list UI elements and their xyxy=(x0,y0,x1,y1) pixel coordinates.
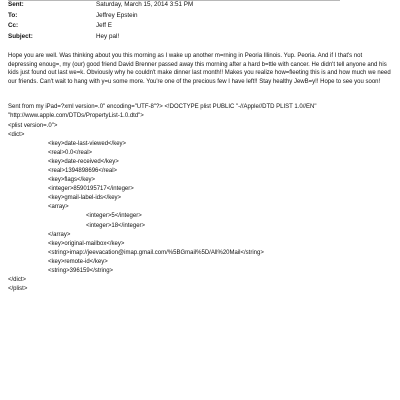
sent-from-line: Sent from my iPad=?xml version=.0" encoding="UTF-8"?> <!DOCTYPE plist PUBLIC "-//Apple//DTD PLIST 1.0//EN" "http://www.apple.com/DTDs/PropertyList-1.0.dtd"> xyxy=(8,104,317,119)
plist-line: <string>396159</string> xyxy=(48,267,114,274)
plist-line: <key>gmail-label-ids</key> xyxy=(48,195,122,202)
plist-line: <plist version=.0"> xyxy=(8,123,58,129)
header-value: Hey pal! xyxy=(96,32,120,40)
plist-line: <array> xyxy=(48,204,69,211)
plist-line: <real>0.0</real> xyxy=(48,150,93,157)
plist-line: <dict> xyxy=(8,132,25,139)
plist-line: <key>remote-id</key> xyxy=(48,258,108,265)
plist-line: <key>original-mailbox</key> xyxy=(48,240,125,247)
plist-line: </array> xyxy=(48,231,71,238)
header-label: Subject: xyxy=(8,32,33,40)
header-row-subject xyxy=(8,32,338,43)
header-row-to xyxy=(8,11,338,22)
plist-line: <real>1394898696</real> xyxy=(48,168,118,175)
header-label: To: xyxy=(8,11,18,19)
plist-line: </dict> xyxy=(8,276,27,283)
plist-line: <key>flags</key> xyxy=(48,177,96,184)
plist-line: <string>imap://jeevacation@imap.gmail.com/%5BGmail%5D/All%20Mail</string> xyxy=(48,249,264,256)
plist-line: <integer>18</integer> xyxy=(86,222,146,229)
header-row-cc xyxy=(8,21,338,32)
header-label: Sent: xyxy=(8,1,24,8)
header-value: Jeffrey Epstein xyxy=(96,11,138,19)
plist-line: <integer>5</integer> xyxy=(86,213,142,220)
email-headers xyxy=(8,0,338,42)
header-value: Saturday, March 15, 2014 3:51 PM xyxy=(96,1,194,8)
plist-block xyxy=(8,122,393,294)
header-value: Jeff E xyxy=(96,22,112,29)
header-row-sent xyxy=(8,0,338,11)
email-body: Hope you are well. Was thinking about you this morning as I wake up another m=rning in Peoria Illinois. Yup. Peoria. And if I that's not depressing enoug=, my (our) good friend David Brenner passed away this morning after a hard b=ttle with cancer. He didn't tell anyone and his kids just found out last we=k. Obviously why he couldn't make dinner last month!! Makes you realize how=fleeting this is and how much we need our friends. Can't wait to hang with y=u some more. You're one of the precious few I have left!! Stay healthy JewB=y!! Hope to see you soon! xyxy=(8,53,391,85)
plist-line: <key>date-last-viewed</key> xyxy=(48,141,127,148)
plist-line: <integer>8590195717</integer> xyxy=(48,186,134,193)
plist-line: </plist> xyxy=(8,285,28,292)
plist-line: <key>date-received</key> xyxy=(48,159,119,166)
header-label: Cc: xyxy=(8,22,19,29)
